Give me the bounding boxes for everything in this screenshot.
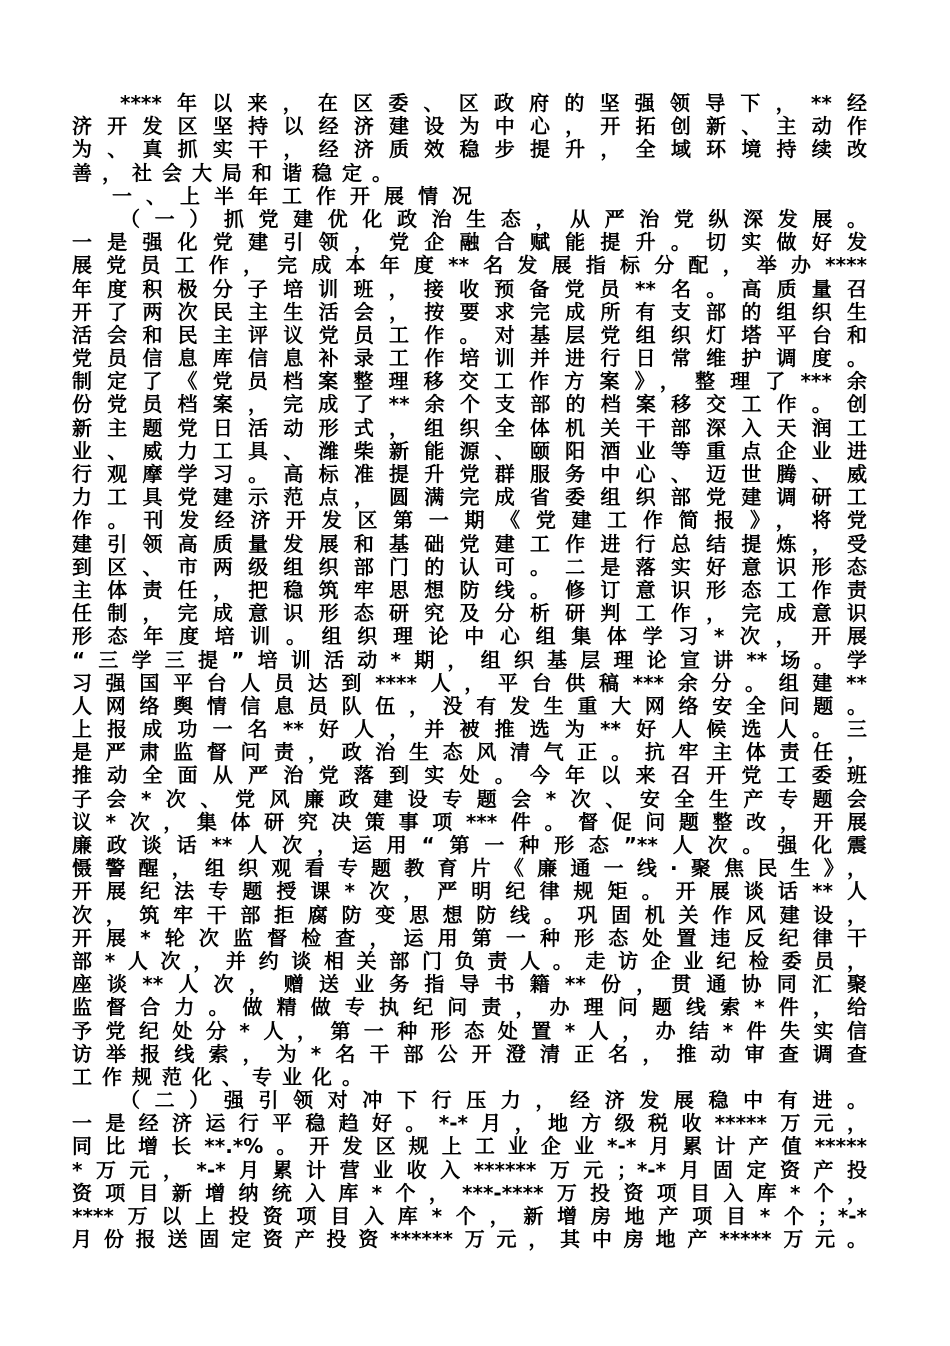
text-line: （一）抓党建优化政治生态，从严治党纵深发展。: [120, 207, 867, 231]
text-line: （二）强引领对冲下行压力，经济发展稳中有进。: [120, 1089, 867, 1113]
document-body: [72, 92, 867, 1251]
text-line: 行观摩学习。高标准提升党群服务中心、迈世腾、威: [72, 463, 867, 486]
text-line: 开展纪法专题授课*次，严明纪律规矩。开展谈话**人: [72, 880, 867, 904]
text-line: 党员信息库信息补录工作培训并进行日常维护调度。: [72, 347, 867, 371]
text-line: 作。刊发经济开发区第一期《党建工作简报》，将党: [72, 509, 867, 533]
text-line: 资项目新增纳统入库*个，***-****万投资项目入库*个，: [72, 1181, 867, 1205]
text-line: 形态年度培训。组织理论中心组集体学习*次，开展: [72, 625, 867, 649]
text-line: 习强国平台人员达到****人，平台供稿***余分。组建**: [72, 671, 867, 695]
text-line: 上报成功一名**好人，并被推选为**好人候选人。三: [72, 718, 867, 742]
text-line: ****年以来，在区委、区政府的坚强领导下，**经: [120, 92, 867, 115]
text-line: 工作规范化、专业化。: [72, 1065, 372, 1089]
text-line: 任制，完成意识形态研究及分析研判工作，完成意识: [72, 602, 867, 626]
text-line: 制定了《党员档案整理移交工作方案》，整理了***余: [72, 370, 867, 394]
text-line: 次，筑牢干部拒腐防变思想防线。巩固机关作风建设，: [72, 903, 867, 927]
text-line: 展党员工作，完成本年度**名发展指标分配，举办****: [72, 254, 867, 278]
text-line: 新主题党日活动形式，组织全体机关干部深入天润工: [72, 416, 867, 440]
text-line: 善，社会大局和谐稳定。: [72, 161, 402, 185]
text-line: 人网络舆情信息员队伍，没有发生重大网络安全问题。: [72, 694, 867, 718]
text-line: 予党纪处分*人，第一种形态处置*人，办结*件失实信: [72, 1019, 867, 1043]
section-heading: 一、上半年工作开展情况: [112, 184, 486, 208]
text-line: 年度积极分子培训班，接收预备党员**名。高质量召: [72, 277, 867, 301]
text-line: 到区、市两级组织部门的认可。二是落实好意识形态: [72, 555, 867, 579]
text-line: 监督合力。做精做专执纪问责，办理问题线索*件，给: [72, 996, 867, 1020]
text-line: 部*人次，并约谈相关部门负责人。走访企业纪检委员，: [72, 949, 867, 973]
text-line: 建引领高质量发展和基础党建工作进行总结提炼，受: [72, 532, 867, 556]
text-line: 份党员档案，完成了**余个支部的档案移交工作。创: [72, 393, 867, 417]
text-line: *万元，*-*月累计营业收入******万元；*-*月固定资产投: [72, 1158, 867, 1182]
text-line: 济开发区坚持以经济建设为中心，开拓创新、主动作: [72, 115, 867, 139]
text-line: 推动全面从严治党落到实处。今年以来召开党工委班: [72, 764, 867, 788]
text-line: 座谈**人次，赠送业务指导书籍**份，贯通协同汇聚: [72, 973, 867, 997]
text-line: “三学三提”培训活动*期，组织基层理论宣讲**场。学: [72, 648, 867, 672]
text-line: 子会*次、党风廉政建设专题会*次、安全生产专题会: [72, 787, 867, 811]
text-line: 力工具党建示范点，圆满完成省委组织部党建调研工: [72, 486, 867, 510]
text-line: 业、威力工具、潍柴新能源、颐阳酒业等重点企业进: [72, 439, 867, 463]
text-line: 活会和民主评议党员工作。对基层党组织灯塔平台和: [72, 323, 867, 347]
text-line: 访举报线索，为*名干部公开澄清正名，推动审查调查: [72, 1042, 867, 1066]
text-line: 慑警醒，组织观看专题教育片《廉通一线·聚焦民生》，: [72, 857, 867, 881]
text-line: ****万以上投资项目入库*个，新增房地产项目*个；*-*: [72, 1205, 867, 1228]
text-line: 开展*轮次监督检查，运用第一种形态处置违反纪律干: [72, 926, 867, 950]
text-line: 一是强化党建引领，党企融合赋能提升。切实做好发: [72, 231, 867, 255]
text-line: 为、真抓实干，经济质效稳步提升，全域环境持续改: [72, 138, 867, 162]
text-line: 是严肃监督问责，政治生态风清气正。抗牢主体责任，: [72, 741, 867, 765]
text-line: 议*次，集体研究决策事项***件。督促问题整改，开展: [72, 810, 867, 834]
text-line: 同比增长**.*%。开发区规上工业企业*-*月累计产值*****: [72, 1135, 867, 1159]
text-line: 一是经济运行平稳趋好。*-*月，地方级税收*****万元，: [72, 1112, 867, 1136]
text-line: 廉政谈话**人次，运用“第一种形态”**人次。强化震: [72, 834, 867, 857]
text-line: 月份报送固定资产投资******万元，其中房地产*****万元。: [72, 1228, 867, 1252]
text-line: 主体责任，把稳筑牢思想防线。修订意识形态工作责: [72, 578, 867, 602]
text-line: 开了两次民主生活会，按要求完成所有支部的组织生: [72, 300, 867, 324]
